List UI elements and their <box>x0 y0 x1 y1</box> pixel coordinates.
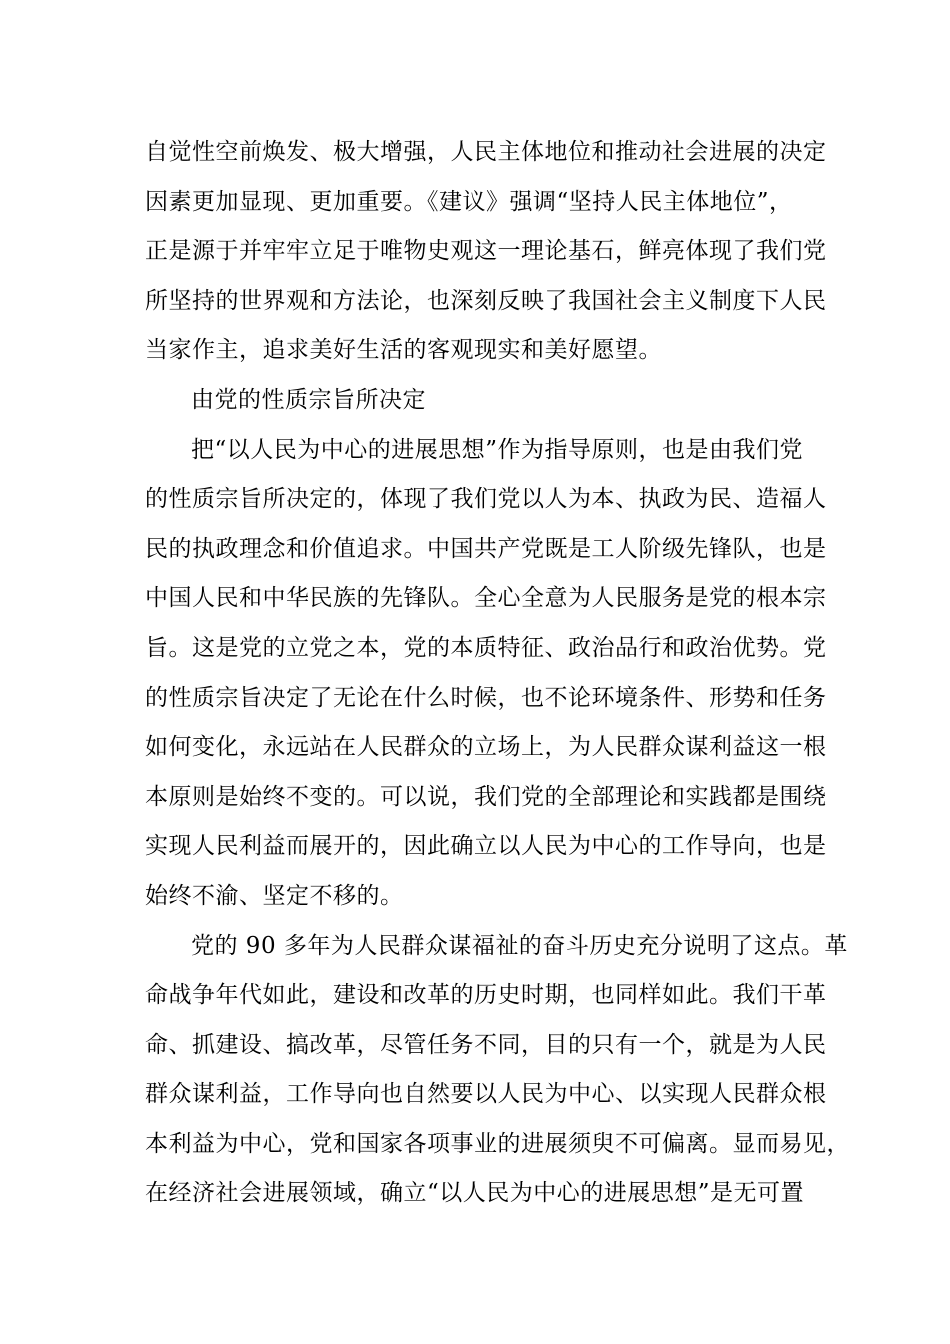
text-line: 当家作主，追求美好生活的客观现实和美好愿望。 <box>145 337 662 364</box>
text-line: 中国人民和中华民族的先锋队。全心全意为人民服务是党的根本宗 <box>145 585 827 612</box>
text-line: 如何变化，永远站在人民群众的立场上，为人民群众谋利益这一根 <box>145 734 827 761</box>
text-line: 旨。这是党的立党之本，党的本质特征、政治品行和政治优势。党 <box>145 634 827 661</box>
text-line: 群众谋利益，工作导向也自然要以人民为中心、以实现人民群众根 <box>145 1081 827 1108</box>
text-line: 的性质宗旨所决定的，体现了我们党以人为本、执政为民、造福人 <box>145 486 827 513</box>
text-line: 命、抓建设、搞改革，尽管任务不同，目的只有一个，就是为人民 <box>145 1031 827 1058</box>
text-line: 的性质宗旨决定了无论在什么时候，也不论环境条件、形势和任务 <box>145 684 827 711</box>
text-line: 本利益为中心，党和国家各项事业的进展须臾不可偏离。显而易见， <box>145 1130 850 1157</box>
text-line: 自觉性空前焕发、极大增强，人民主体地位和推动社会进展的决定 <box>145 139 827 165</box>
text-line: 实现人民利益而展开的，因此确立以人民为中心的工作导向，也是 <box>145 833 827 860</box>
text-line: 本原则是始终不变的。可以说，我们党的全部理论和实践都是围绕 <box>145 783 827 810</box>
text-line: 正是源于并牢牢立足于唯物史观这一理论基石，鲜亮体现了我们党 <box>145 238 827 265</box>
text-line: 党的 90 多年为人民群众谋福祉的奋斗历史充分说明了这点。革 <box>191 932 848 959</box>
document-page <box>145 128 850 1219</box>
text-line: 所坚持的世界观和方法论，也深刻反映了我国社会主义制度下人民 <box>145 287 827 314</box>
text-line: 命战争年代如此，建设和改革的历史时期，也同样如此。我们干革 <box>145 982 827 1009</box>
text-line: 把“以人民为中心的进展思想”作为指导原则，也是由我们党 <box>191 436 804 463</box>
text-line: 始终不渝、坚定不移的。 <box>145 882 404 909</box>
text-line: 民的执政理念和价值追求。中国共产党既是工人阶级先锋队，也是 <box>145 535 827 562</box>
section-heading: 由党的性质宗旨所决定 <box>191 386 426 413</box>
text-line: 因素更加显现、更加重要。《建议》强调“坚持人民主体地位”， <box>145 188 793 215</box>
text-line: 在经济社会进展领域，确立“以人民为中心的进展思想”是无可置 <box>145 1180 805 1207</box>
